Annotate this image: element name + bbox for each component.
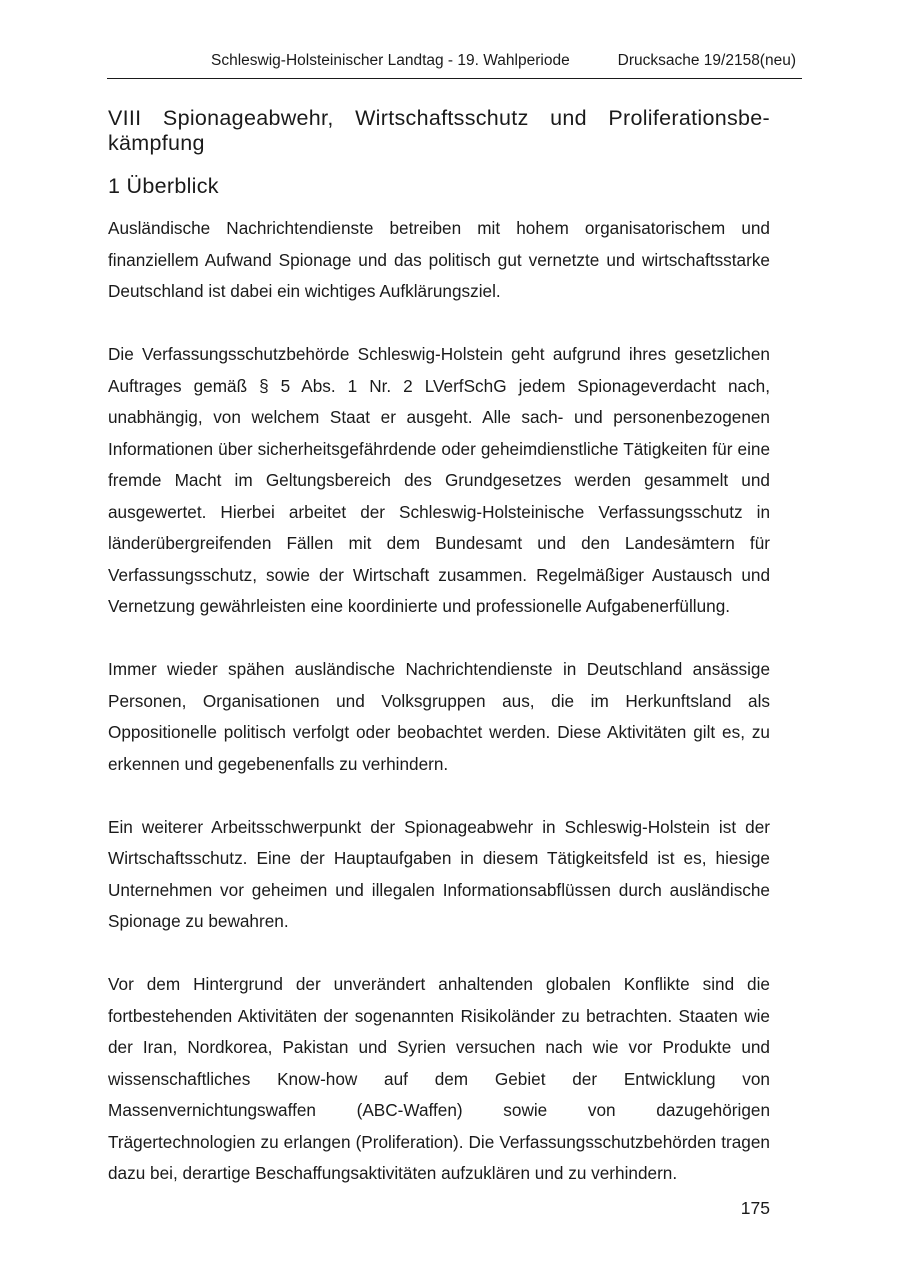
page-header: [107, 50, 802, 79]
paragraph: Vor dem Hintergrund der unverändert anhaltenden globalen Konflikte sind die fortbestehenden Aktivitäten der sogenannten Risikoländer zu betrachten. Staaten wie der Iran, Nordkorea, Pakistan und Syrien versuchen nach wie vor Produkte und wissenschaftliches Know-how auf dem Gebiet der Entwicklung von Massenvernichtungswaffen (ABC-Waffen) sowie von dazugehörigen Trägertechnologien zu erlangen (Proliferation). Die Verfassungsschutzbehörden tragen dazu bei, derartige Beschaffungsaktivitäten aufzuklären und zu verhindern.: [108, 974, 770, 1183]
body-text: [108, 213, 770, 1221]
header-document-number: Drucksache 19/2158(neu): [617, 52, 796, 69]
chapter-title: VIII Spionageabwehr, Wirtschaftsschutz und Proliferationsbe-kämpfung: [108, 106, 770, 155]
section-title: 1 Überblick: [108, 174, 219, 198]
paragraph: Ein weiterer Arbeitsschwerpunkt der Spionageabwehr in Schleswig-Holstein ist der Wirtschaftsschutz. Eine der Hauptaufgaben in diesem Tätigkeitsfeld ist es, hiesige Unternehmen vor geheimen und illegalen Informationsabflüssen durch ausländische Spionage zu bewahren.: [108, 816, 770, 931]
header-publication: Schleswig-Holsteinischer Landtag - 19. Wahlperiode: [211, 52, 570, 69]
paragraph: Immer wieder spähen ausländische Nachrichtendienste in Deutschland ansässige Personen, Organisationen und Volksgruppen aus, die im Herkunftsland als Oppositionelle politisch verfolgt oder beobachtet werden. Diese Aktivitäten gilt es, zu erkennen und gegebenenfalls zu verhindern.: [108, 659, 770, 774]
paragraph: Die Verfassungsschutzbehörde Schleswig-Holstein geht aufgrund ihres gesetzlichen Auftrages gemäß § 5 Abs. 1 Nr. 2 LVerfSchG jedem Spionageverdacht nach, unabhängig, von welchem Staat er ausgeht. Alle sach- und personenbezogenen Informationen über sicherheitsgefährdende oder geheimdienstliche Tätigkeiten für eine fremde Macht im Geltungsbereich des Grundgesetzes werden gesammelt und ausgewertet. Hierbei arbeitet der Schleswig-Holsteinische Verfassungsschutz in länderübergreifenden Fällen mit dem Bundesamt und den Landesämtern für Verfassungsschutz, sowie der Wirtschaft zusammen. Regelmäßiger Austausch und Vernetzung gewährleisten eine koordinierte und professionelle Aufgabenerfüllung.: [108, 344, 770, 616]
paragraph: Ausländische Nachrichtendienste betreiben mit hohem organisatorischem und finanziellem Aufwand Spionage und das politisch gut vernetzte und wirtschaftsstarke Deutschland ist dabei ein wichtiges Aufklärungsziel.: [108, 218, 770, 301]
page-number: 175: [740, 1198, 770, 1218]
